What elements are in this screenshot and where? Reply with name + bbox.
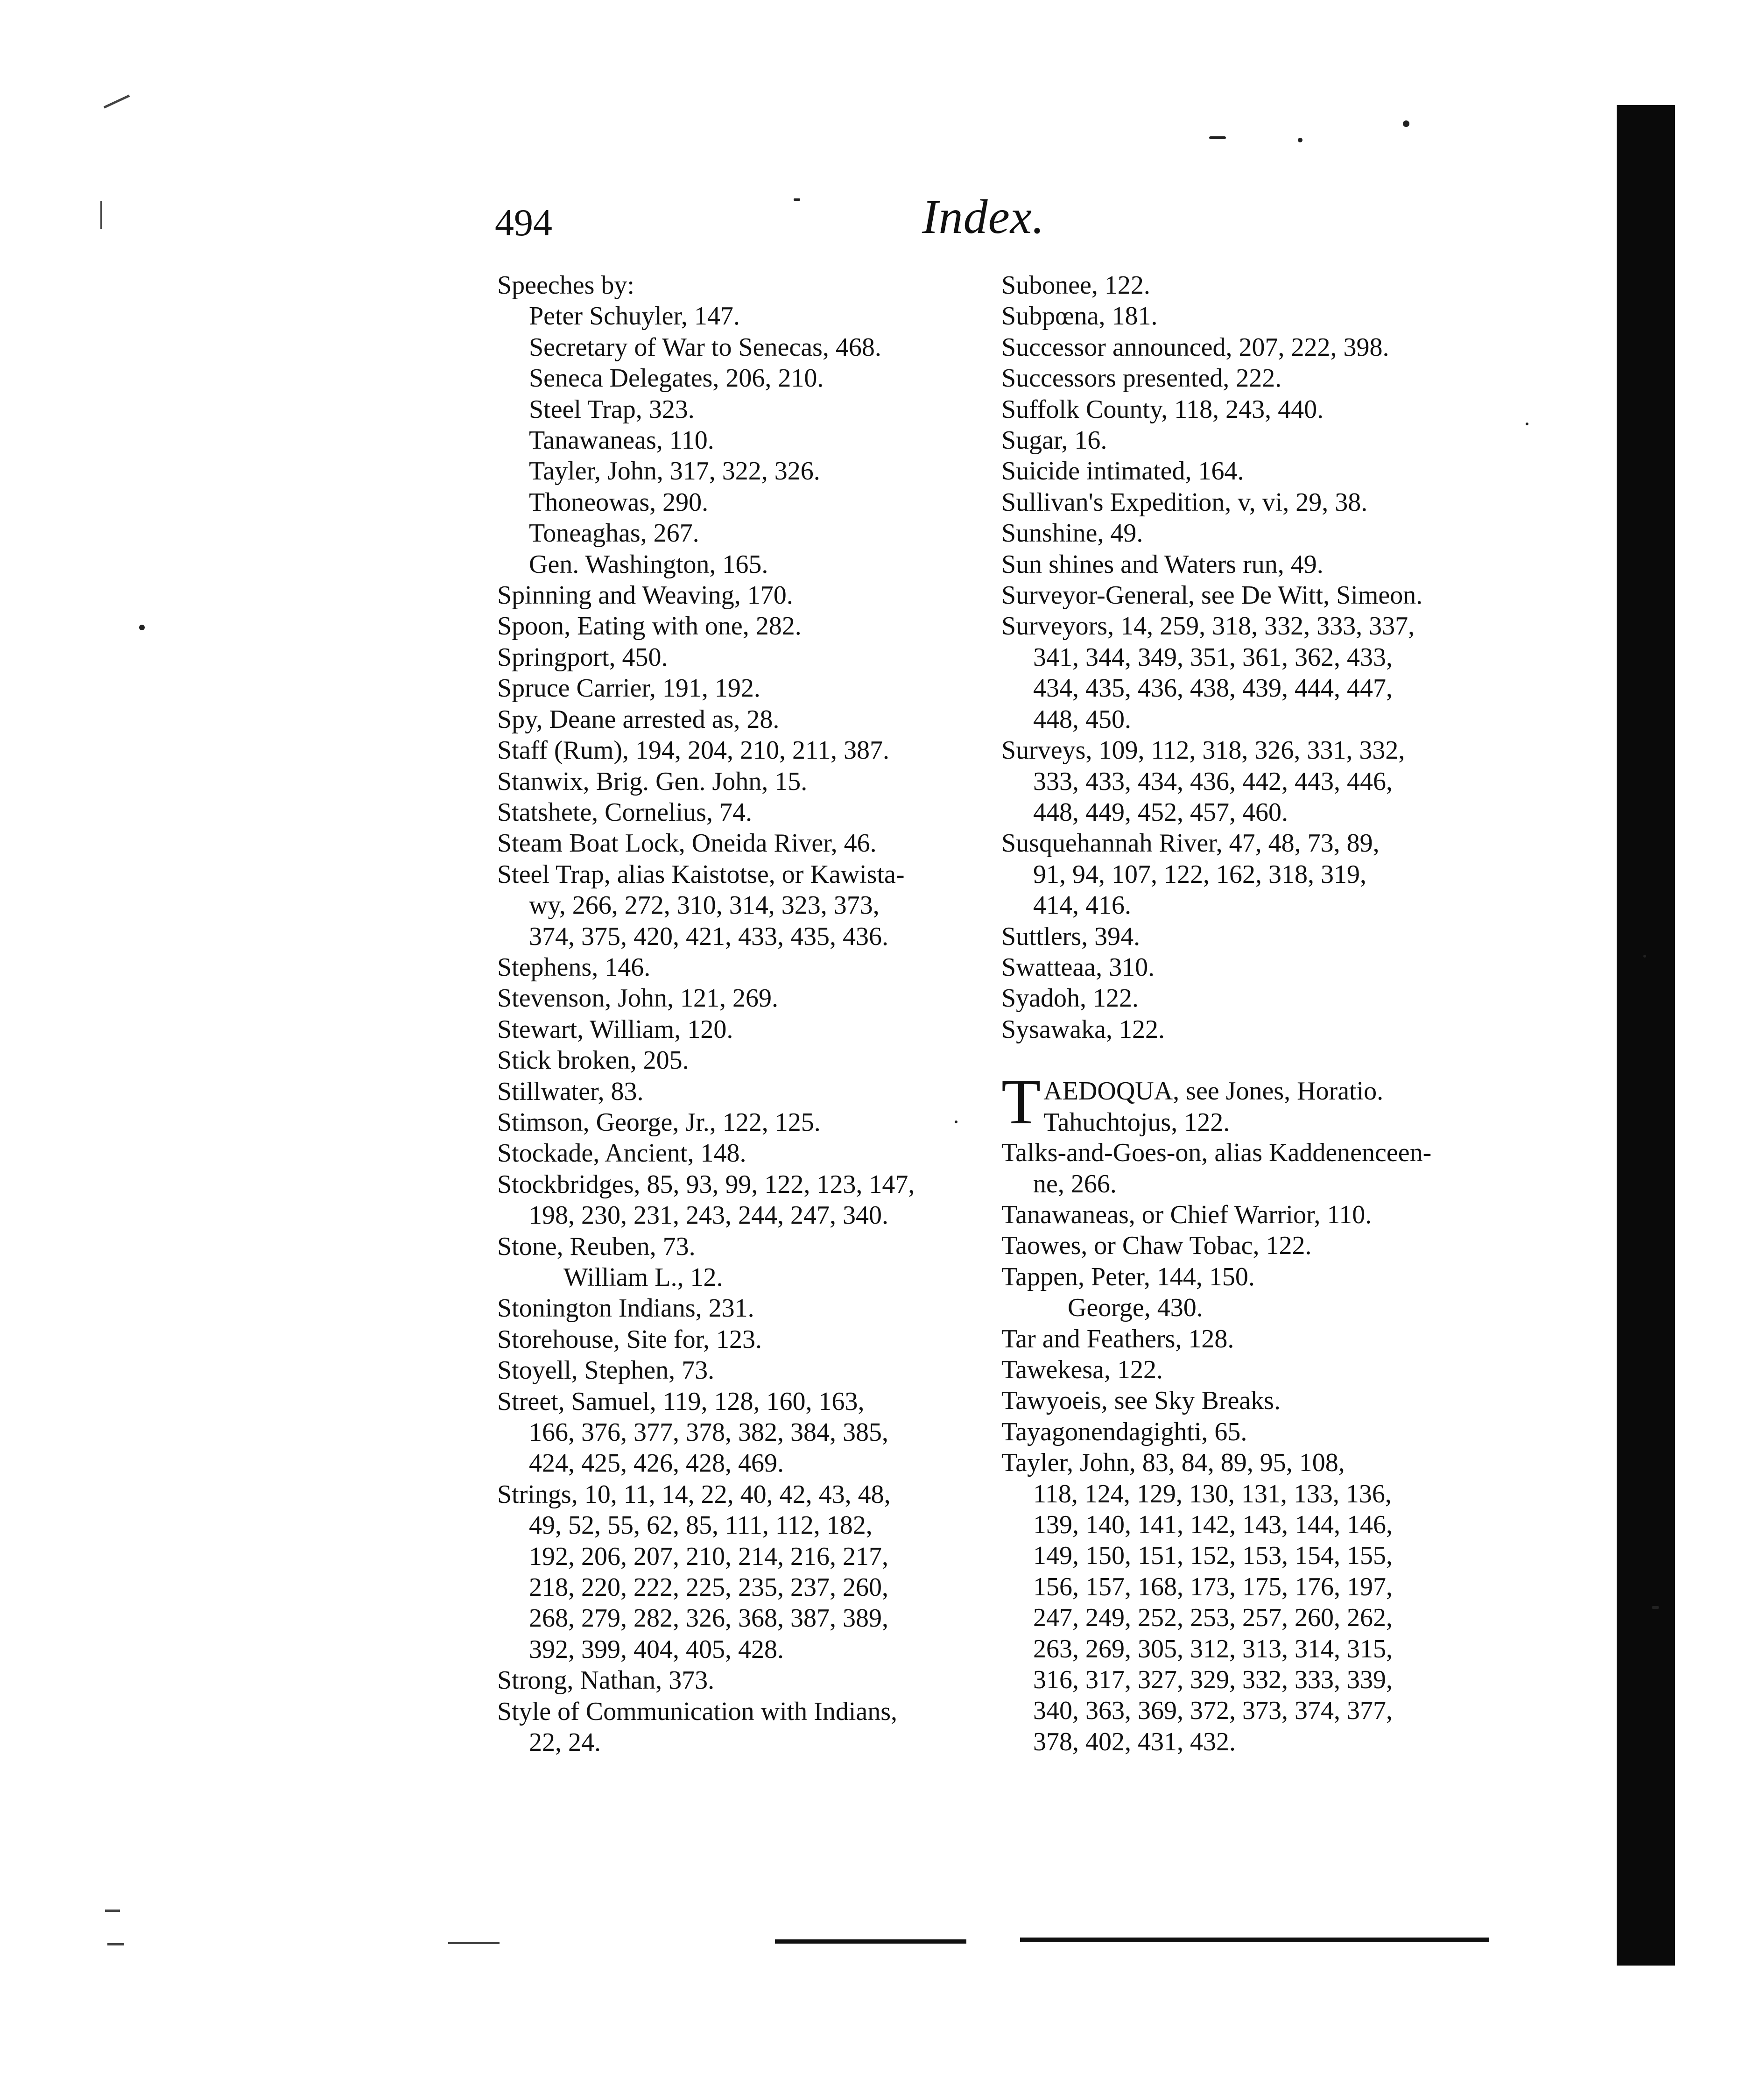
section-gap	[1001, 1045, 1487, 1076]
index-entry: Surveys, 109, 112, 318, 326, 331, 332,	[1001, 736, 1405, 765]
scan-mark	[104, 95, 130, 109]
index-entry: 198, 230, 231, 243, 244, 247, 340.	[529, 1201, 888, 1230]
index-entry: 247, 249, 252, 253, 257, 260, 262,	[1033, 1603, 1393, 1633]
index-entry: Speeches by:	[497, 271, 634, 300]
footer-rule	[775, 1939, 966, 1944]
index-entry: 156, 157, 168, 173, 175, 176, 197,	[1033, 1572, 1393, 1601]
index-entry: 218, 220, 222, 225, 235, 237, 260,	[529, 1573, 888, 1602]
index-entry: Successors presented, 222.	[1001, 364, 1282, 393]
index-entry: Tawyoeis, see Sky Breaks.	[1001, 1386, 1281, 1416]
index-entry: Secretary of War to Senecas, 468.	[529, 332, 881, 362]
index-entry: Thoneowas, 290.	[529, 487, 709, 517]
index-entry: Susquehannah River, 47, 48, 73, 89,	[1001, 829, 1380, 858]
index-entry: William L., 12.	[563, 1263, 723, 1292]
index-entry: Stanwix, Brig. Gen. John, 15.	[497, 767, 808, 796]
index-entry: Statshete, Cornelius, 74.	[497, 797, 752, 827]
index-entry: 166, 376, 377, 378, 382, 384, 385,	[529, 1418, 888, 1447]
index-entry: 341, 344, 349, 351, 361, 362, 433,	[1033, 642, 1393, 672]
index-entry: 340, 363, 369, 372, 373, 374, 377,	[1033, 1696, 1393, 1726]
index-entry: Sysawaka, 122.	[1001, 1015, 1165, 1044]
index-entry: Stimson, George, Jr., 122, 125.	[497, 1107, 821, 1137]
index-column-right	[1001, 270, 1487, 1757]
index-entry: wy, 266, 272, 310, 314, 323, 373,	[529, 891, 880, 920]
index-entry: Strings, 10, 11, 14, 22, 40, 42, 43, 48,	[497, 1480, 891, 1509]
footer-rule	[448, 1942, 500, 1944]
index-entry: 374, 375, 420, 421, 433, 435, 436.	[529, 922, 888, 951]
index-entry: 414, 416.	[1033, 891, 1131, 920]
index-entry: Stillwater, 83.	[497, 1077, 644, 1106]
index-entry: Suffolk County, 118, 243, 440.	[1001, 395, 1324, 424]
index-entry: Syadoh, 122.	[1001, 984, 1139, 1013]
index-entry: Tanawaneas, or Chief Warrior, 110.	[1001, 1200, 1372, 1229]
index-entry: 118, 124, 129, 130, 131, 133, 136,	[1033, 1479, 1392, 1508]
scan-speck	[139, 625, 145, 630]
index-entry: Tayler, John, 83, 84, 89, 95, 108,	[1001, 1448, 1345, 1478]
index-entry: AEDOQUA, see Jones, Horatio.	[1043, 1077, 1384, 1106]
index-entry: 448, 449, 452, 457, 460.	[1033, 797, 1288, 827]
index-section-t	[1001, 1137, 1487, 1757]
index-entry: Stonington Indians, 231.	[497, 1294, 754, 1323]
index-entry: Stick broken, 205.	[497, 1046, 689, 1075]
index-entry: Strong, Nathan, 373.	[497, 1666, 715, 1695]
index-entry: 333, 433, 434, 436, 442, 443, 446,	[1033, 767, 1393, 796]
index-entry: Steel Trap, alias Kaistotse, or Kawista-	[497, 860, 905, 889]
index-entry: Toneaghas, 267.	[529, 519, 699, 548]
footer-rule	[1020, 1938, 1489, 1942]
scan-speck	[794, 198, 800, 201]
index-entry: 268, 279, 282, 326, 368, 387, 389,	[529, 1604, 888, 1633]
index-entry: Sugar, 16.	[1001, 426, 1107, 455]
scan-speck	[1526, 423, 1528, 425]
index-entry: Sun shines and Waters run, 49.	[1001, 550, 1324, 579]
index-entry: Stoyell, Stephen, 73.	[497, 1356, 715, 1385]
index-entry: Stevenson, John, 121, 269.	[497, 984, 778, 1013]
index-entry: 22, 24.	[529, 1728, 601, 1757]
index-entry: Spinning and Weaving, 170.	[497, 581, 793, 610]
index-entry: ne, 266.	[1033, 1169, 1117, 1198]
scan-speck	[1403, 120, 1409, 127]
page-title: Index.	[922, 190, 1045, 244]
index-entry: Seneca Delegates, 206, 210.	[529, 364, 824, 393]
index-entry: Tahuchtojus, 122.	[1043, 1107, 1230, 1137]
index-entry: Stewart, William, 120.	[497, 1015, 733, 1044]
index-entry: 392, 399, 404, 405, 428.	[529, 1635, 784, 1664]
index-entry: Subonee, 122.	[1001, 271, 1150, 300]
scan-edge-bar	[1617, 105, 1675, 1966]
index-section-s	[1001, 270, 1487, 1045]
index-entry: Springport, 450.	[497, 642, 668, 672]
index-entry: Stockbridges, 85, 93, 99, 122, 123, 147,	[497, 1170, 915, 1199]
index-entry: Tappen, Peter, 144, 150.	[1001, 1262, 1255, 1291]
index-entry: Stephens, 146.	[497, 952, 651, 982]
scan-speck	[1643, 955, 1646, 958]
index-entry: 91, 94, 107, 122, 162, 318, 319,	[1033, 860, 1366, 889]
index-entry: Style of Communication with Indians,	[497, 1697, 898, 1726]
index-entry: 49, 52, 55, 62, 85, 111, 112, 182,	[529, 1511, 873, 1540]
scan-speck	[1652, 1606, 1659, 1609]
index-entry: Sullivan's Expedition, v, vi, 29, 38.	[1001, 487, 1368, 517]
index-entry: Sunshine, 49.	[1001, 519, 1143, 548]
index-entry: Tar and Feathers, 128.	[1001, 1324, 1234, 1353]
index-entry: Successor announced, 207, 222, 398.	[1001, 332, 1389, 362]
index-entry: Street, Samuel, 119, 128, 160, 163,	[497, 1387, 865, 1416]
index-entry: 263, 269, 305, 312, 313, 314, 315,	[1033, 1634, 1393, 1663]
index-entry: 378, 402, 431, 432.	[1033, 1727, 1236, 1756]
index-entry: Steel Trap, 323.	[529, 395, 695, 424]
index-entry: Tayler, John, 317, 322, 326.	[529, 457, 820, 486]
index-entry: Talks-and-Goes-on, alias Kaddenenceen-	[1001, 1138, 1432, 1168]
scan-speck	[1298, 138, 1302, 142]
index-section-t-head	[1001, 1066, 1487, 1138]
index-entry: 149, 150, 151, 152, 153, 154, 155,	[1033, 1541, 1393, 1571]
scan-mark	[100, 201, 102, 229]
index-entry: Swatteaa, 310.	[1001, 952, 1155, 982]
index-entry: 192, 206, 207, 210, 214, 216, 217,	[529, 1542, 888, 1571]
index-entry: Spoon, Eating with one, 282.	[497, 612, 802, 641]
index-entry: Tayagonendagighti, 65.	[1001, 1417, 1247, 1446]
scan-mark	[105, 1910, 120, 1912]
index-entry: Suttlers, 394.	[1001, 922, 1140, 951]
scan-speck	[1209, 136, 1226, 139]
index-entry: Peter Schuyler, 147.	[529, 302, 740, 331]
index-entry: Taowes, or Chaw Tobac, 122.	[1001, 1231, 1312, 1261]
index-entry: Stone, Reuben, 73.	[497, 1232, 696, 1261]
index-column-left	[497, 270, 983, 1758]
index-entry: Surveyor-General, see De Witt, Simeon.	[1001, 581, 1423, 610]
index-entry: 448, 450.	[1033, 705, 1131, 734]
index-entry: Tanawaneas, 110.	[529, 426, 714, 455]
index-entry: Suicide intimated, 164.	[1001, 457, 1244, 486]
index-entry: Spy, Deane arrested as, 28.	[497, 705, 780, 734]
index-entry: Steam Boat Lock, Oneida River, 46.	[497, 829, 877, 858]
index-entry: Spruce Carrier, 191, 192.	[497, 674, 760, 703]
index-entry: Storehouse, Site for, 123.	[497, 1325, 762, 1354]
index-entry: 424, 425, 426, 428, 469.	[529, 1449, 784, 1478]
dropcap: T	[1001, 1066, 1041, 1138]
index-entry: 434, 435, 436, 438, 439, 444, 447,	[1033, 674, 1393, 703]
index-entry: Staff (Rum), 194, 204, 210, 211, 387.	[497, 736, 889, 765]
index-entry: George, 430.	[1068, 1293, 1203, 1323]
page-number: 494	[495, 201, 552, 244]
index-entry: Tawekesa, 122.	[1001, 1355, 1163, 1384]
scan-mark	[107, 1943, 124, 1945]
index-entry: Stockade, Ancient, 148.	[497, 1139, 746, 1168]
index-entry: Subpœna, 181.	[1001, 302, 1158, 331]
index-entry: Gen. Washington, 165.	[529, 550, 768, 579]
index-entry: 139, 140, 141, 142, 143, 144, 146,	[1033, 1510, 1393, 1540]
index-entry: 316, 317, 327, 329, 332, 333, 339,	[1033, 1665, 1393, 1695]
index-entry: Surveyors, 14, 259, 318, 332, 333, 337,	[1001, 612, 1415, 641]
